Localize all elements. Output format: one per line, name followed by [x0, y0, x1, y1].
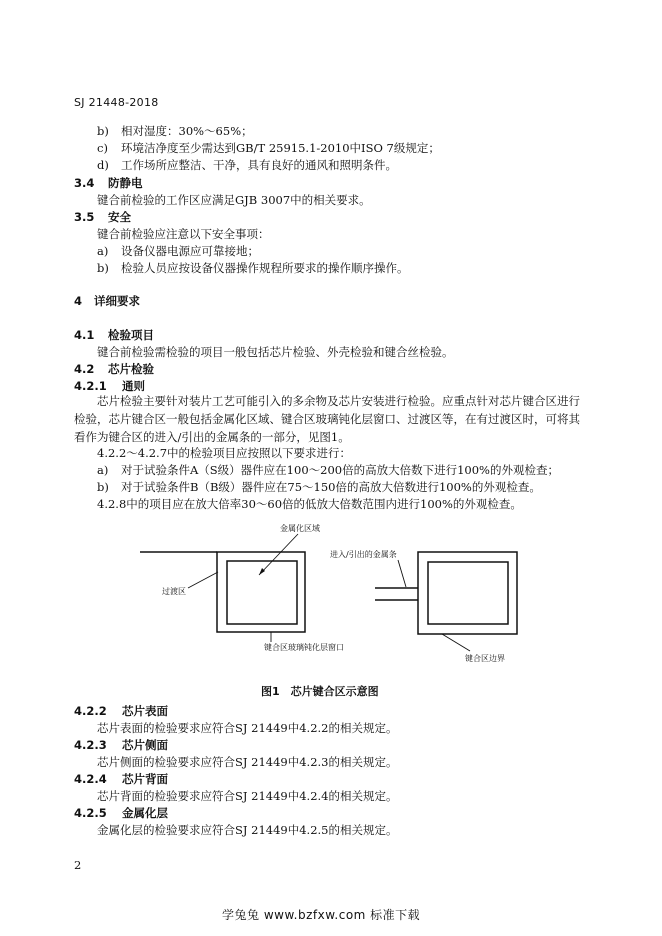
section-body-4-1: 键合前检验需检验的项目一般包括芯片检验、外壳检验和键合丝检验。 — [97, 345, 454, 359]
list-item: a) 对于试验条件A（S级）器件应在100～200倍的高放大倍数下进行100%的外观检查； — [97, 463, 559, 477]
section-heading-4-2-4: 4.2.4 芯片背面 — [74, 772, 168, 786]
window-rect-right — [428, 562, 508, 624]
section-para-4-2-1: 芯片检验主要针对装片工艺可能引入的多余物及芯片安装进行检验。应重点针对芯片键合区进行检验，芯片键合区一般包括金属化区域、键合区玻璃钝化层窗口、过渡区等，在有过渡区时，可将其看作为键合区的进入/引出的金属条的一部分，见图1。 — [74, 394, 580, 444]
list-item: c) 环境洁净度至少需达到GB/T 25915.1-2010中ISO 7级规定； — [97, 141, 440, 155]
section-heading-3-4: 3.4 防静电 — [74, 176, 143, 190]
section-heading-4-2-2: 4.2.2 芯片表面 — [74, 704, 168, 718]
figure-caption: 图1 芯片键合区示意图 — [261, 685, 379, 698]
section-body-3-4: 键合前检验的工作区应满足GJB 3007中的相关要求。 — [97, 193, 371, 207]
section-heading-4-2-1: 4.2.1 通则 — [74, 379, 145, 393]
page-number: 2 — [74, 858, 82, 872]
label-metal-area: 金属化区域 — [280, 524, 320, 533]
footer-site-link[interactable]: 学兔兔 www.bzfxw.com 标准下载 — [222, 908, 421, 922]
section-subintro-4-2-1: 4.2.2～4.2.7中的检验项目应按照以下要求进行： — [97, 446, 352, 460]
list-item: b) 对于试验条件B（B级）器件应在75～150倍的高放大倍数进行100%的外观检查。 — [97, 480, 541, 494]
list-item: d) 工作场所应整洁、干净，具有良好的通风和照明条件。 — [97, 158, 397, 172]
list-item: b) 相对湿度：30%～65%； — [97, 124, 253, 138]
section-heading-4-2: 4.2 芯片检验 — [74, 362, 154, 376]
list-item: b) 检验人员应按设备仪器操作规程所要求的操作顺序操作。 — [97, 261, 409, 275]
section-closing-4-2-1: 4.2.8中的项目应在放大倍率30～60倍的低放大倍数范围内进行100%的外观检查。 — [97, 497, 522, 511]
leader-transition — [188, 572, 218, 588]
section-heading-4-1: 4.1 检验项目 — [74, 328, 154, 342]
leader-boundary — [442, 634, 470, 651]
section-heading-3-5: 3.5 安全 — [74, 210, 131, 224]
section-intro-3-5: 键合前检验应注意以下安全事项： — [97, 227, 270, 241]
leader-lead-strip — [398, 560, 406, 587]
section-heading-4: 4 详细要求 — [74, 294, 140, 308]
label-boundary: 键合区边界 — [465, 654, 505, 663]
figure-chip-bonding-area — [140, 520, 560, 670]
label-transition: 过渡区 — [162, 587, 186, 596]
section-body-4-2-3: 芯片侧面的检验要求应符合SJ 21449中4.2.3的相关规定。 — [97, 755, 398, 769]
label-lead-strip: 进入/引出的金属条 — [330, 550, 397, 559]
bond-boundary-right — [418, 552, 517, 634]
section-heading-4-2-5: 4.2.5 金属化层 — [74, 806, 168, 820]
leader-metal-area — [259, 534, 298, 575]
bond-boundary-left — [217, 552, 305, 632]
section-body-4-2-4: 芯片背面的检验要求应符合SJ 21449中4.2.4的相关规定。 — [97, 789, 398, 803]
label-window: 键合区玻璃钝化层窗口 — [264, 643, 344, 652]
section-body-4-2-2: 芯片表面的检验要求应符合SJ 21449中4.2.2的相关规定。 — [97, 721, 398, 735]
document-code: SJ 21448-2018 — [74, 96, 159, 109]
section-body-4-2-5: 金属化层的检验要求应符合SJ 21449中4.2.5的相关规定。 — [97, 823, 398, 837]
section-heading-4-2-3: 4.2.3 芯片侧面 — [74, 738, 168, 752]
list-item: a) 设备仪器电源应可靠接地； — [97, 244, 259, 258]
